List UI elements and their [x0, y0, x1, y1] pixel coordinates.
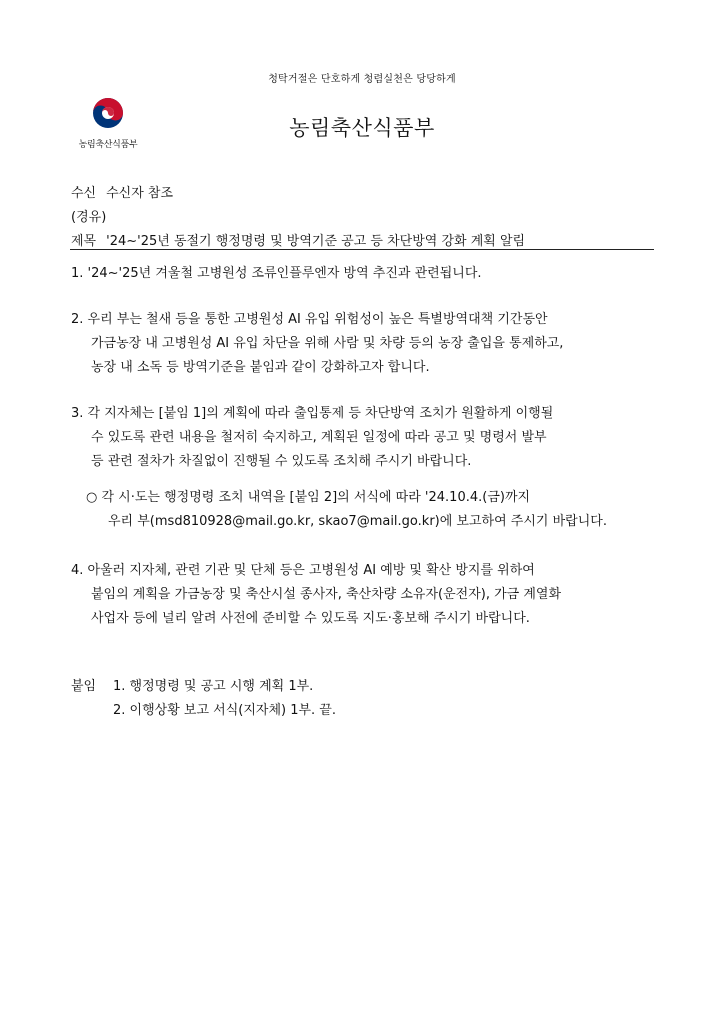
via-row: (경유): [71, 210, 107, 225]
paragraph-3: [71, 402, 661, 474]
logo-text: 농림축산식품부: [78, 140, 138, 150]
paragraph-1: [71, 262, 661, 286]
paragraph-line: 농장 내 소독 등 방역기준을 붙임과 같이 강화하고자 합니다.: [91, 360, 430, 375]
paragraph-line: 1. '24~'25년 겨울철 고병원성 조류인플루엔자 방역 추진과 관련됩니다.: [71, 266, 482, 281]
subject-row: [71, 230, 525, 249]
paragraph-line: 4. 아울러 지자체, 관련 기관 및 단체 등은 고병원성 AI 예방 및 확산 방지를 위하여: [71, 563, 535, 578]
sub-item-line: ○ 각 시·도는 행정명령 조치 내역을 [붙임 2]의 서식에 따라 '24.10.4.(금)까지: [86, 490, 531, 505]
ministry-name: 농림축산식품부: [289, 116, 435, 140]
sub-item-report: [86, 486, 666, 534]
attachment-item-2: 2. 이행상황 보고 서식(지자체) 1부. 끝.: [113, 703, 336, 718]
recipient-value: 수신자 참조: [106, 186, 174, 201]
paragraph-line: 3. 각 지자체는 [붙임 1]의 계획에 따라 출입통제 등 차단방역 조치가 원활하게 이행될: [71, 406, 554, 421]
subject-value: '24~'25년 동절기 행정명령 및 방역기준 공고 등 차단방역 강화 계획 알림: [106, 234, 526, 249]
recipient-label: 수신: [71, 186, 97, 201]
paragraph-line: 붙임의 계획을 가금농장 및 축산시설 종사자, 축산차량 소유자(운전자), 가금 계열화: [91, 587, 562, 602]
attachments-label: 붙임: [71, 679, 97, 694]
subject-divider: [70, 249, 654, 250]
subject-label: 제목: [71, 234, 97, 249]
attachments: [71, 675, 336, 723]
paragraph-line: 가금농장 내 고병원성 AI 유입 차단을 위해 사람 및 차량 등의 농장 출입을 통제하고,: [91, 336, 564, 351]
paragraph-line: 등 관련 절차가 차질없이 진행될 수 있도록 조치해 주시기 바랍니다.: [91, 454, 472, 469]
paragraph-2: [71, 308, 661, 380]
sub-item-line: 우리 부(msd810928@mail.go.kr, skao7@mail.go.kr)에 보고하여 주시기 바랍니다.: [108, 514, 607, 529]
paragraph-line: 2. 우리 부는 철새 등을 통한 고병원성 AI 유입 위험성이 높은 특별방역대책 기간동안: [71, 312, 548, 327]
paragraph-line: 사업자 등에 널리 알려 사전에 준비할 수 있도록 지도·홍보해 주시기 바랍니다.: [91, 611, 530, 626]
recipient-row: [71, 182, 173, 201]
attachment-item-1: 1. 행정명령 및 공고 시행 계획 1부.: [113, 679, 314, 694]
slogan: 청탁거절은 단호하게 청렴실천은 당당하게: [268, 74, 456, 85]
paragraph-line: 수 있도록 관련 내용을 철저히 숙지하고, 계획된 일정에 따라 공고 및 명령서 발부: [91, 430, 547, 445]
paragraph-4: [71, 559, 661, 631]
